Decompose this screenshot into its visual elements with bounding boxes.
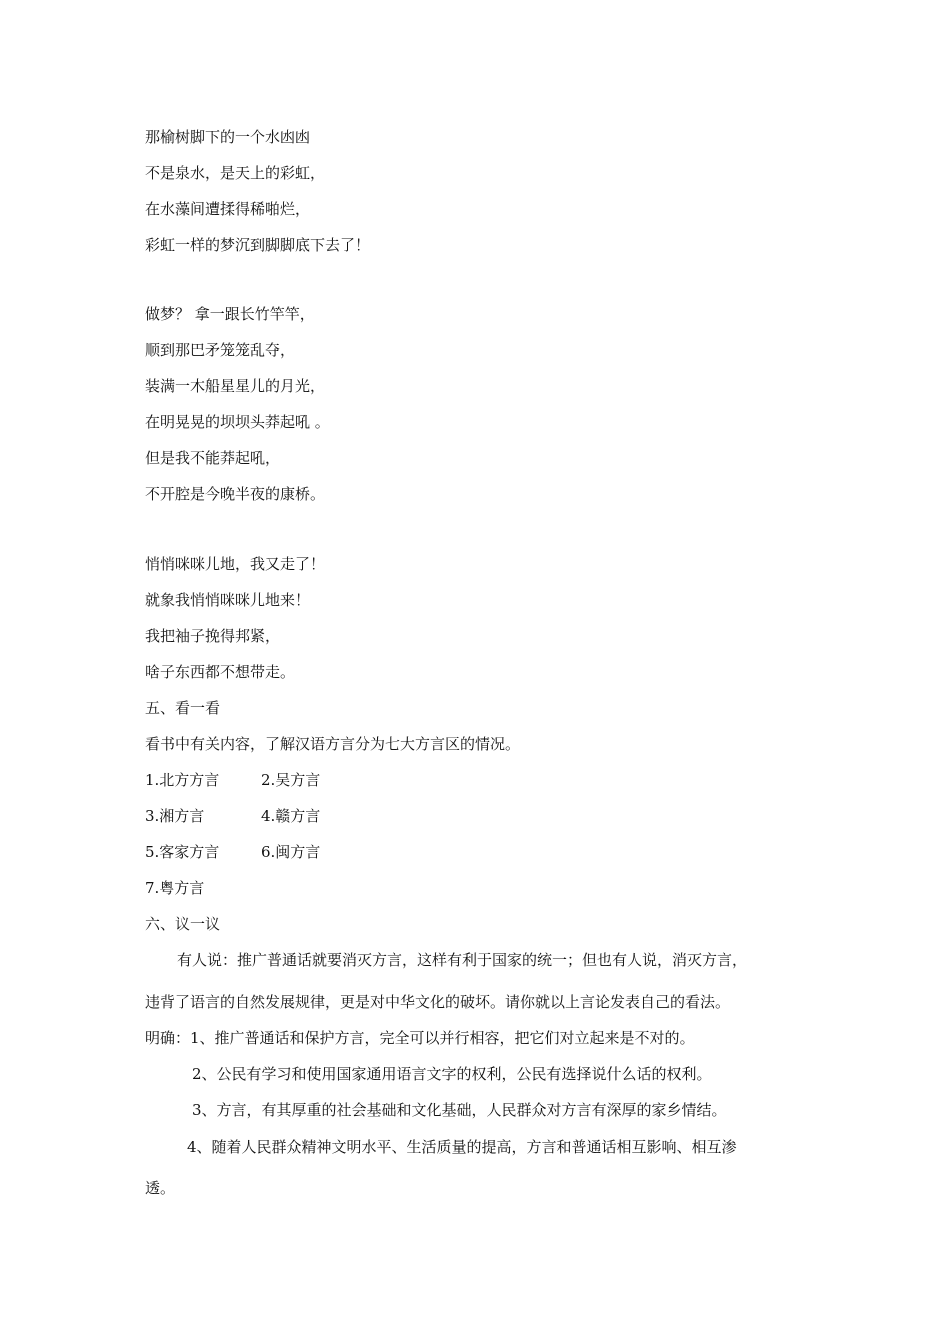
dialect-item: 5.客家方言: [145, 843, 220, 861]
poem-line: 就象我悄悄咪咪儿地来！: [145, 591, 311, 609]
section-intro: 看书中有关内容，了解汉语方言分为七大方言区的情况。: [145, 735, 521, 753]
answer-item: 4、随着人民群众精神文明水平、生活质量的提高，方言和普通话相互影响、相互渗: [187, 1138, 737, 1156]
poem-line: 不开腔是今晚半夜的康桥。: [145, 485, 326, 503]
poem-line: 那榆树脚下的一个水凼凼: [145, 128, 311, 146]
section-heading: 六、议一议: [145, 915, 221, 933]
dialect-item: 6.闽方言: [261, 843, 321, 861]
section-heading: 五、看一看: [145, 699, 221, 717]
poem-line: 在明晃晃的坝坝头莽起吼 。: [145, 413, 330, 431]
dialect-item: 3.湘方言: [145, 807, 205, 825]
answer-line: [145, 1028, 695, 1048]
poem-line: 在水藻间遭揉得稀啪烂，: [145, 200, 311, 218]
poem-line: 但是我不能莽起吼，: [145, 449, 281, 467]
poem-line: 悄悄咪咪儿地，我又走了！: [145, 555, 326, 573]
dialect-item: 7.粤方言: [145, 879, 205, 897]
poem-line: 我把袖子挽得邦紧，: [145, 627, 281, 645]
poem-line: 彩虹一样的梦沉到脚脚底下去了！: [145, 236, 371, 254]
dialect-row: [145, 806, 320, 826]
dialect-item: 4.赣方言: [261, 807, 321, 825]
discussion-question: 有人说：推广普通话就要消灭方言，这样有利于国家的统一；但也有人说，消灭方言，: [177, 951, 748, 969]
answer-label: 明确：: [145, 1029, 191, 1047]
answer-item: 2、公民有学习和使用国家通用语言文字的权利，公民有选择说什么话的权利。: [192, 1065, 712, 1083]
answer-item: 1、推广普通话和保护方言，完全可以并行相容，把它们对立起来是不对的。: [190, 1029, 695, 1047]
dialect-item: 1.北方方言: [145, 771, 220, 789]
poem-line: 顺到那巴矛笼笼乱夺，: [145, 341, 296, 359]
discussion-question: 违背了语言的自然发展规律，更是对中华文化的破坏。请你就以上言论发表自己的看法。: [145, 993, 731, 1011]
dialect-row: [145, 770, 320, 790]
dialect-item: 2.吴方言: [261, 771, 321, 789]
dialect-row: [145, 842, 320, 862]
poem-line: 不是泉水，是天上的彩虹，: [145, 164, 326, 182]
answer-item: 3、方言，有其厚重的社会基础和文化基础，人民群众对方言有深厚的家乡情结。: [192, 1101, 727, 1119]
poem-line: 装满一木船星星儿的月光，: [145, 377, 326, 395]
poem-line: 啥子东西都不想带走。: [145, 663, 296, 681]
answer-item: 透。: [145, 1179, 176, 1197]
poem-line: 做梦？ 拿一跟长竹竿竿，: [145, 305, 315, 323]
dialect-row: [145, 878, 204, 898]
